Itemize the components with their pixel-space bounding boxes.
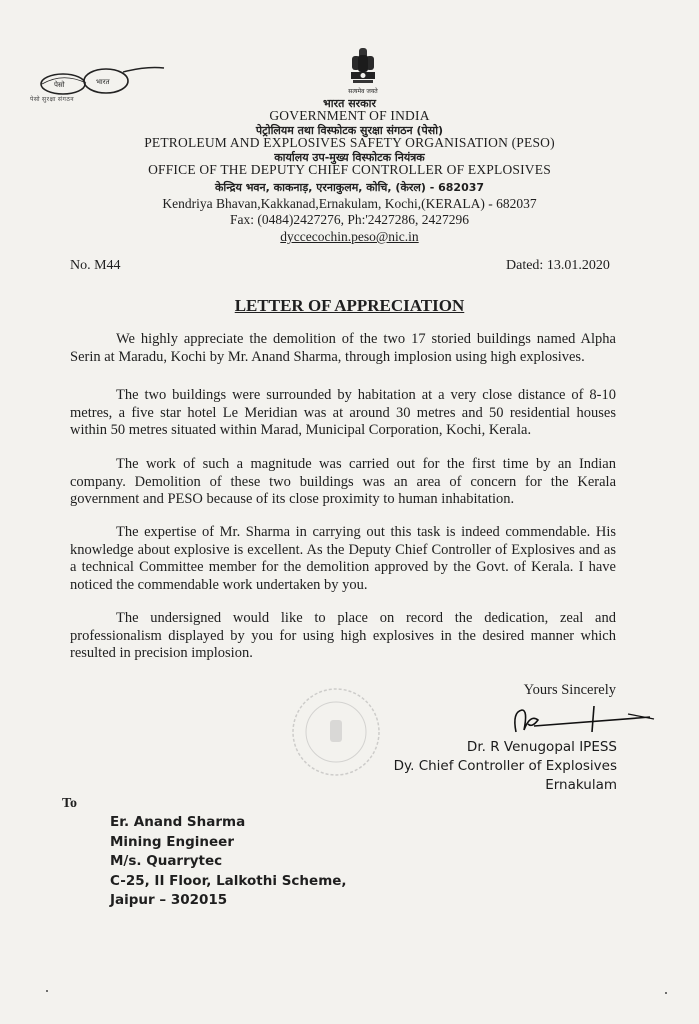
hindi-govt-line: भारत सरकार (323, 97, 376, 110)
closing-text: Yours Sincerely (523, 682, 616, 698)
signatory-designation: Dy. Chief Controller of Explosives (393, 758, 617, 774)
recipient-line: M/s. Quarrytec (110, 853, 223, 869)
body-paragraph-1: We highly appreciate the demolition of the two 17 storied buildings named Alpha Serin at Maradu, Kochi by Mr. Anand Sharma, through implosion using high explosives. (70, 331, 616, 365)
svg-text:भारत: भारत (96, 78, 110, 86)
office-line: OFFICE OF THE DEPUTY CHIEF CONTROLLER OF EXPLOSIVES (148, 162, 551, 177)
body-paragraph-3: The work of such a magnitude was carried out for the first time by an Indian company. Demolition of these two buildings was an area of concern for the Kerala government and PESO because of its close proximity to human inhabitation. (70, 456, 616, 507)
national-emblem-icon (346, 46, 380, 96)
hindi-address-line: केन्द्रिय भवन, काकनाड़, एरनाकुलम, कोचि, (केरल) - 682037 (214, 181, 485, 194)
hindi-org-line: पेट्रोलियम तथा विस्फोटक सुरक्षा संगठन (पेसो) (255, 124, 444, 137)
recipient-address (110, 813, 347, 911)
signatory-place: Ernakulam (545, 777, 617, 793)
signatory-name: Dr. R Venugopal IPESS (466, 739, 617, 755)
fax-line: Fax: (0484)2427276, Ph:'2427286, 2427296 (229, 212, 470, 227)
reference-number: No. M44 (70, 258, 121, 273)
official-seal-icon (290, 686, 382, 778)
body-paragraph-2: The two buildings were surrounded by habitation at a very close distance of 8-10 metres, a five star hotel Le Meridian was at around 30 metres and 50 residential houses within 50 metres situated within Marad, Municipal Corporation, Kochi, Kerala. (70, 387, 616, 438)
recipient-line: C-25, II Floor, Lalkothi Scheme, (110, 872, 347, 889)
recipient-line: Er. Anand Sharma (110, 814, 246, 830)
svg-text:पेसो: पेसो (54, 81, 65, 89)
recipient-line: Mining Engineer (110, 833, 234, 850)
logo-caption: पेसो सुरक्षा संगठन (30, 97, 75, 103)
email-link[interactable]: dyccecochin.peso@nic.in (280, 229, 419, 244)
recipient-line: Jaipur – 302015 (110, 892, 228, 908)
to-label: To (62, 796, 78, 811)
email-line (0, 229, 699, 245)
paper-speck (46, 990, 48, 992)
body-paragraph-4: The expertise of Mr. Sharma in carrying out this task is indeed commendable. His knowledge about explosive is excellent. As the Deputy Chief Controller of Explosives and as a technical Committee member for the demolition approved by the Govt. of Kerala. I have noticed the commendable work undertaken by you. (70, 524, 616, 593)
handwritten-signature-icon (508, 702, 658, 742)
letter-title (0, 296, 699, 316)
body-paragraph-5: The undersigned would like to place on record the dedication, zeal and professionalism displayed by you for using high explosives in the desired manner which resulted in precision implosion. (70, 610, 616, 661)
letter-date: Dated: 13.01.2020 (506, 258, 610, 273)
svg-text:सत्यमेव जयते: सत्यमेव जयते (348, 88, 378, 95)
address-line: Kendriya Bhavan,Kakkanad,Ernakulam, Kochi,(KERALA) - 682037 (162, 196, 537, 211)
paper-speck (665, 992, 667, 994)
letter-title-text: LETTER OF APPRECIATION (234, 296, 465, 315)
org-line: PETROLEUM AND EXPLOSIVES SAFETY ORGANISATION (PESO) (144, 135, 555, 150)
govt-line: GOVERNMENT OF INDIA (269, 108, 430, 123)
hindi-office-line: कार्यालय उप-मुख्य विस्फोटक नियंत्रक (274, 151, 425, 164)
